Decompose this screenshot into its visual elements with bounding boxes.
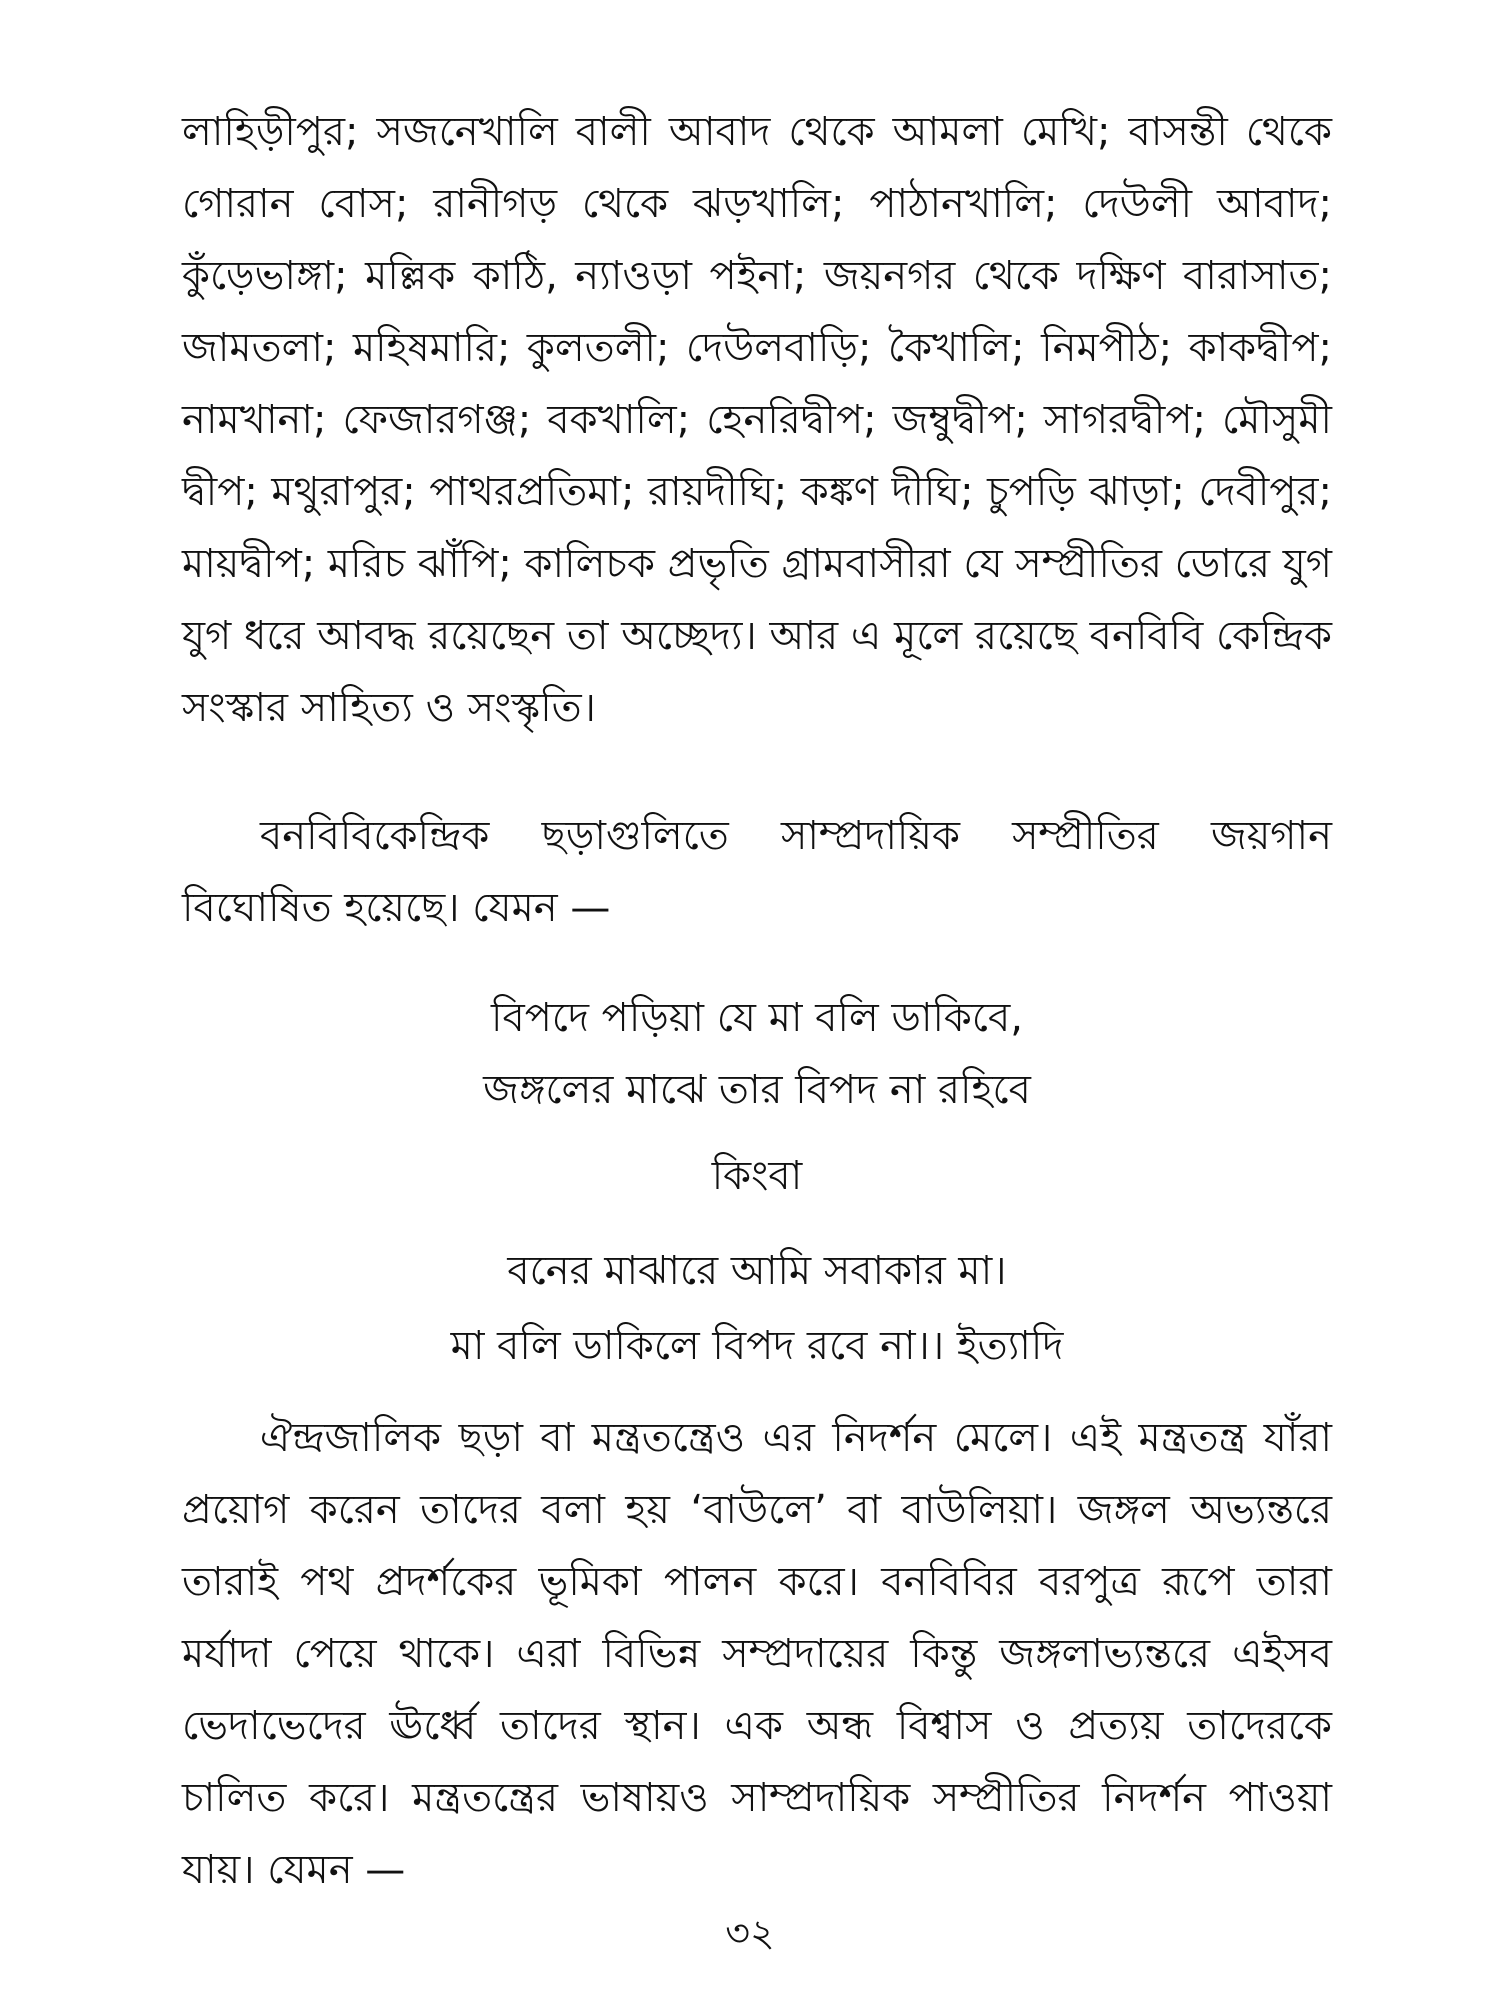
verse-line-1: বিপদে পড়িয়া যে মা বলি ডাকিবে, [491,995,1023,1041]
paragraph-mantra-tantra: ঐন্দ্রজালিক ছড়া বা মন্ত্রতন্ত্রেও এর নিদর্শন মেলে। এই মন্ত্রতন্ত্র যাঁরা প্রয়োগ করেন তাদের বলা হয় ‘বাউলে’ বা বাউলিয়া। জঙ্গল অভ্যন্তরে তারাই পথ প্রদর্শকের ভূমিকা পালন করে। বনবিবির বরপুত্র রূপে তারা মর্যাদা পেয়ে থাকে। এরা বিভিন্ন সম্প্রদায়ের কিন্তু জঙ্গলাভ্যন্তরে এইসব ভেদাভেদের ঊর্ধ্বে তাদের স্থান। এক অন্ধ বিশ্বাস ও প্রত্যয় তাদেরকে চালিত করে। মন্ত্রতন্ত্রের ভাষায়ও সাম্প্রদায়িক সম্প্রীতির নিদর্শন পাওয়া যায়। যেমন — [182,1415,1332,1893]
verse-line-4: মা বলি ডাকিলে বিপদ রবে না।। ইত্যাদি [450,1323,1064,1369]
verse-separator: কিংবা [711,1153,803,1199]
verse-line-3: বনের মাঝারে আমি সবাকার মা। [507,1248,1007,1294]
verse-line-2: জঙ্গলের মাঝে তার বিপদ না রহিবে [483,1067,1031,1113]
paragraph-village-list: লাহিড়ীপুর; সজনেখালি বালী আবাদ থেকে আমলা মেখি; বাসন্তী থেকে গোরান বোস; রানীগড় থেকে ঝড়খালি; পাঠানখালি; দেউলী আবাদ; কুঁড়েভাঙ্গা; মল্লিক কাঠি, ন্যাওড়া পইনা; জয়নগর থেকে দক্ষিণ বারাসাত; জামতলা; মহিষমারি; কুলতলী; দেউলবাড়ি; কৈখালি; নিমপীঠ; কাকদ্বীপ; নামখানা; ফেজারগঞ্জ; বকখালি; হেনরিদ্বীপ; জম্বুদ্বীপ; সাগরদ্বীপ; মৌসুমী দ্বীপ; মথুরাপুর; পাথরপ্রতিমা; রায়দীঘি; কঙ্কণ দীঘি; চুপড়ি ঝাড়া; দেবীপুর; মায়দ্বীপ; মরিচ ঝাঁপি; কালিচক প্রভৃতি গ্রামবাসীরা যে সম্প্রীতির ডোরে যুগ যুগ ধরে আবদ্ধ রয়েছেন তা অচ্ছেদ্য। আর এ মূলে রয়েছে বনবিবি কেন্দ্রিক সংস্কার সাহিত্য ও সংস্কৃতি। [182,109,1332,731]
page-number: ৩২ [725,1911,775,1955]
paragraph-communal-harmony: বনবিবিকেন্দ্রিক ছড়াগুলিতে সাম্প্রদায়িক সম্প্রীতির জয়গান বিঘোষিত হয়েছে। যেমন — [182,813,1332,931]
